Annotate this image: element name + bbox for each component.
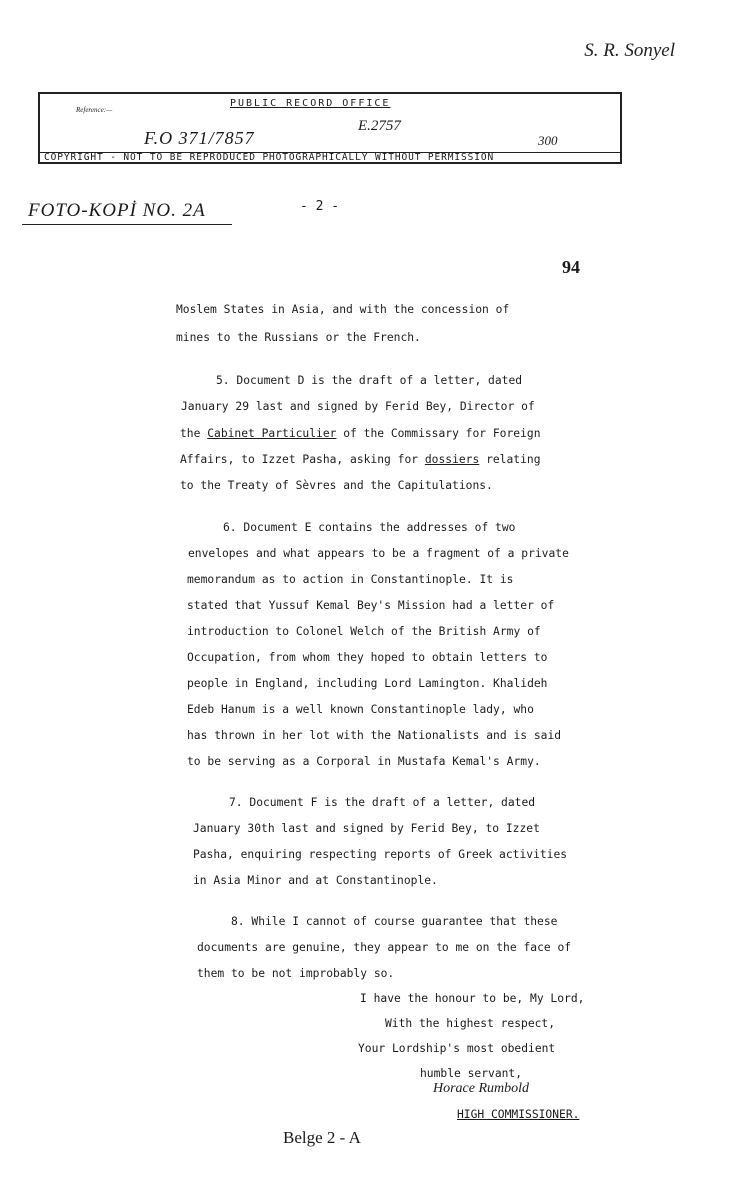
paragraph-6-line: to be serving as a Corporal in Mustafa Kemal's Army. xyxy=(187,755,541,768)
paragraph-7-line: in Asia Minor and at Constantinople. xyxy=(193,874,438,887)
body-line: mines to the Russians or the French. xyxy=(176,331,421,344)
paragraph-6-line: Edeb Hanum is a well known Constantinople lady, who xyxy=(187,703,534,716)
closing-line: humble servant, xyxy=(420,1067,523,1080)
paragraph-5-line xyxy=(180,453,541,466)
paragraph-7-line: 7. Document F is the draft of a letter, dated xyxy=(229,796,536,809)
handwritten-underline xyxy=(22,224,232,225)
stamp-folio: 300 xyxy=(538,133,558,148)
text-run: of the Commissary for Foreign xyxy=(336,427,541,440)
paragraph-5-line: 5. Document D is the draft of a letter, dated xyxy=(216,374,523,387)
underlined-term: Cabinet Particulier xyxy=(207,427,337,440)
stamp-office: PUBLIC RECORD OFFICE xyxy=(230,98,391,109)
stamp-reference: F.O 371/7857 xyxy=(144,128,255,148)
body-line: Moslem States in Asia, and with the concession of xyxy=(176,303,510,316)
paragraph-8-line: them to be not improbably so. xyxy=(197,967,395,980)
folio-number: 94 xyxy=(562,257,580,277)
closing-line: I have the honour to be, My Lord, xyxy=(360,992,585,1005)
document-caption: Belge 2 - A xyxy=(283,1128,361,1147)
paragraph-5-line: to the Treaty of Sèvres and the Capitulations. xyxy=(180,479,493,492)
paragraph-6-line: has thrown in her lot with the Nationalists and is said xyxy=(187,729,562,742)
stamp-reference-label: Reference:— xyxy=(76,106,113,114)
stamp-file-number: E.2757 xyxy=(358,118,401,134)
paragraph-5-line xyxy=(180,427,541,440)
paragraph-7-line: Pasha, enquiring respecting reports of Greek activities xyxy=(193,848,568,861)
text-run: Affairs, to Izzet Pasha, asking for xyxy=(180,453,425,466)
paragraph-6-line: memorandum as to action in Constantinople. It is xyxy=(187,573,514,586)
stamp-copyright: COPYRIGHT - NOT TO BE REPRODUCED PHOTOGRAPHICALLY WITHOUT PERMISSION xyxy=(44,152,495,163)
page-marker: - 2 - xyxy=(300,199,340,214)
author-name: S. R. Sonyel xyxy=(584,40,675,61)
closing-line: Your Lordship's most obedient xyxy=(358,1042,556,1055)
paragraph-5-line: January 29 last and signed by Ferid Bey, Director of xyxy=(181,400,535,413)
paragraph-6-line: stated that Yussuf Kemal Bey's Mission had a letter of xyxy=(187,599,555,612)
paragraph-6-line: introduction to Colonel Welch of the British Army of xyxy=(187,625,541,638)
signatory-title: HIGH COMMISSIONER. xyxy=(457,1108,580,1121)
paragraph-6-line: envelopes and what appears to be a fragment of a private xyxy=(188,547,569,560)
paragraph-8-line: documents are genuine, they appear to me on the face of xyxy=(197,941,572,954)
handwritten-signature: Horace Rumbold xyxy=(433,1081,530,1096)
archive-stamp xyxy=(38,92,622,164)
paragraph-8-line: 8. While I cannot of course guarantee that these xyxy=(231,915,558,928)
underlined-term: dossiers xyxy=(424,453,480,466)
paragraph-6-line: 6. Document E contains the addresses of two xyxy=(223,521,516,534)
closing-line: With the highest respect, xyxy=(385,1017,556,1030)
handwritten-label: FOTO-KOPİ NO. 2A xyxy=(28,200,206,221)
paragraph-6-line: Occupation, from whom they hoped to obtain letters to xyxy=(187,651,548,664)
paragraph-7-line: January 30th last and signed by Ferid Bey, to Izzet xyxy=(193,822,540,835)
paragraph-6-line: people in England, including Lord Lamington. Khalideh xyxy=(187,677,548,690)
text-run: the xyxy=(180,427,208,440)
text-run: relating xyxy=(479,453,541,466)
